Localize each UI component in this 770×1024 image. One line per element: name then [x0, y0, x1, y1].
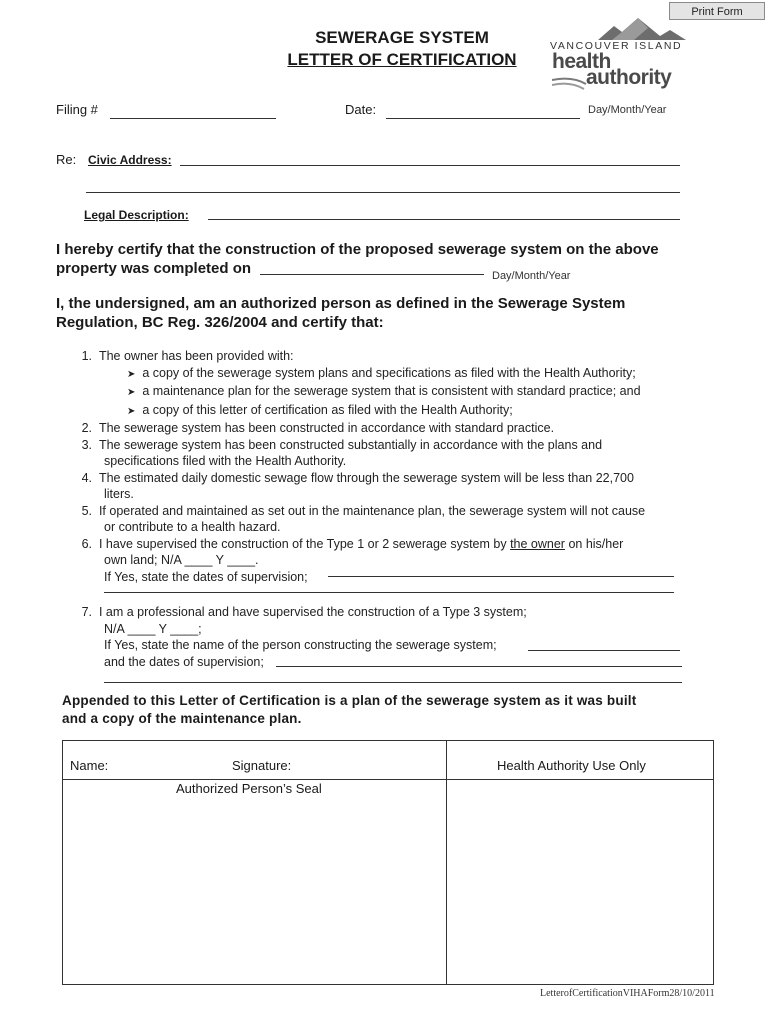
list-item-cont: and the dates of supervision;: [104, 654, 264, 669]
form-subtitle: LETTER OF CERTIFICATION: [287, 50, 517, 69]
list-item-cont: liters.: [104, 487, 134, 501]
civic-address-field-line2[interactable]: [86, 180, 680, 193]
arrow-bullet-icon: ➤: [127, 368, 136, 380]
date-label: Date:: [345, 102, 377, 117]
list-text: The owner has been provided with:: [98, 349, 294, 363]
list-item: 7. I am a professional and have supervised the construction of a Type 3 system;: [81, 605, 527, 619]
health-authority-logo: [550, 18, 690, 92]
filing-number-field[interactable]: [110, 104, 276, 119]
re-label: Re:: [56, 152, 77, 167]
date-format-hint: Day/Month/Year: [588, 104, 667, 116]
signature-label: Signature:: [232, 758, 292, 773]
legal-description-field[interactable]: [208, 207, 680, 220]
list-bullet: ➤ a copy of this letter of certification as filed with the Health Authority;: [127, 402, 513, 417]
ha-use-only-label: Health Authority Use Only: [497, 758, 646, 773]
supervision-dates-field-line2[interactable]: [104, 580, 674, 593]
name-label: Name:: [70, 758, 109, 773]
list-item: 5. If operated and maintained as set out in the maintenance plan, the sewerage system will not cause: [81, 503, 646, 518]
form-footer-id: LetterofCertificationVIHAForm28/10/2011: [540, 988, 715, 999]
completion-date-field[interactable]: [260, 260, 484, 275]
logo-line3: authority: [586, 66, 672, 89]
list-item-cont: If Yes, state the dates of supervision;: [104, 569, 308, 584]
certify-line2: property was completed on: [56, 260, 252, 277]
logo-swoosh-icon: [552, 74, 612, 92]
health-authority-use-area[interactable]: [447, 780, 713, 984]
list-item-cont: specifications filed with the Health Authority.: [104, 454, 347, 468]
list-item: 4. The estimated daily domestic sewage flow through the sewerage system will be less than 22,700: [81, 470, 634, 485]
type3-supervision-dates-field[interactable]: [276, 654, 682, 667]
civic-address-field[interactable]: [180, 153, 680, 166]
appended-line1: Appended to this Letter of Certification is a plan of the sewerage system as it was built: [62, 693, 637, 708]
civic-address-label: Civic Address:: [88, 153, 172, 167]
mountain-logo-icon: [598, 18, 686, 40]
supervision-dates-field[interactable]: [328, 564, 674, 577]
certification-list: [72, 348, 712, 585]
appended-line2: and a copy of the maintenance plan.: [62, 711, 302, 726]
list-item-cont: or contribute to a health hazard.: [104, 520, 281, 534]
print-form-button[interactable]: Print Form: [669, 2, 765, 20]
legal-description-label: Legal Description:: [84, 208, 189, 222]
list-item: 2. The sewerage system has been constructed in accordance with standard practice.: [81, 421, 555, 435]
date-field[interactable]: [386, 104, 580, 119]
list-item-cont: own land; N/A ____ Y ____.: [104, 553, 259, 567]
arrow-bullet-icon: ➤: [127, 405, 136, 417]
list-number: 1.: [81, 349, 92, 363]
form-title: SEWERAGE SYSTEM: [315, 28, 489, 47]
undersigned-line1: I, the undersigned, am an authorized person as defined in the Sewerage System: [56, 295, 626, 312]
list-item: 3. The sewerage system has been constructed substantially in accordance with the plans and: [81, 437, 603, 452]
logo-line1: VANCOUVER ISLAND: [550, 40, 683, 52]
arrow-bullet-icon: ➤: [127, 387, 136, 398]
list-item: [72, 348, 712, 365]
seal-area[interactable]: [63, 800, 445, 983]
type3-supervision-dates-field-line2[interactable]: [104, 670, 682, 683]
filing-label: Filing #: [56, 102, 98, 117]
list-bullet: ➤ a copy of the sewerage system plans and specifications as filed with the Health Authority;: [127, 365, 636, 380]
list-item-cont: If Yes, state the name of the person constructing the sewerage system;: [104, 638, 497, 652]
list-bullet: ➤ a maintenance plan for the sewerage system that is consistent with standard practice; and: [127, 384, 641, 398]
list-item-cont: N/A ____ Y ____;: [104, 621, 202, 636]
constructor-name-field[interactable]: [528, 638, 680, 651]
completion-date-format-hint: Day/Month/Year: [492, 270, 571, 282]
undersigned-line2: Regulation, BC Reg. 326/2004 and certify that:: [56, 314, 384, 331]
list-item: 6. I have supervised the construction of the Type 1 or 2 sewerage system by the owner on his/her: [81, 536, 624, 551]
certify-line1: I hereby certify that the construction of the proposed sewerage system on the above: [56, 241, 659, 258]
logo-line2: health: [552, 50, 611, 73]
seal-label: Authorized Person’s Seal: [176, 781, 322, 796]
